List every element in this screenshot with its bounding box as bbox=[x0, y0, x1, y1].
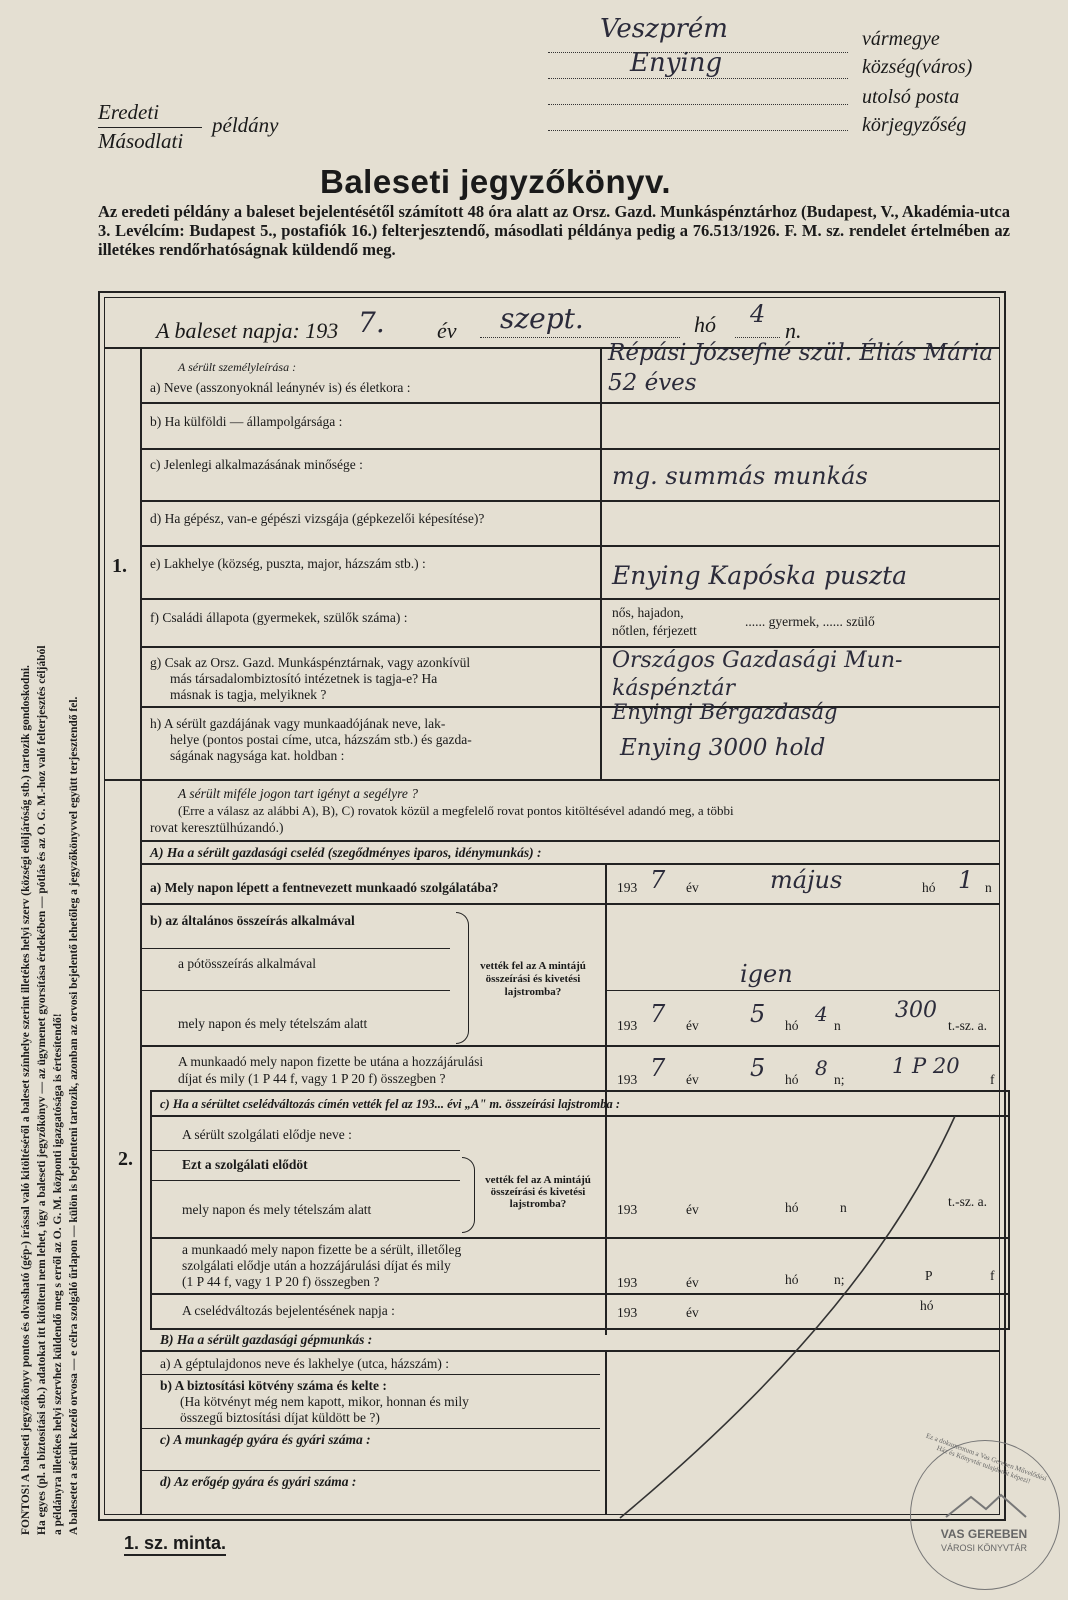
side-note-1: FONTOS! A baleseti jegyzőkönyv pontos és olvasható (gép-) írással való kitöltéséről a baleset színhelye szerint illetékes helyi szerv (községi elöljáróság stb.) tartozik gondoskodni. bbox=[20, 665, 32, 1535]
section-c-tsz: t.-sz. a. bbox=[948, 1194, 987, 1209]
section-b-c: c) A munkagép gyára és gyári száma : bbox=[160, 1432, 371, 1447]
section-a-pay-ev: év bbox=[686, 1072, 699, 1087]
row-e-label: e) Lakhelye (község, puszta, major, házszám stb.) : bbox=[150, 556, 426, 571]
row-a-value: Répási Józsefné szül. Éliás Mária 52 éves bbox=[608, 340, 994, 396]
section-c-pay2: szolgálati elődje után a hozzájárulási díjat és mily bbox=[182, 1258, 451, 1273]
section-a-a-ho: hó bbox=[922, 880, 936, 895]
library-stamp-name: VAS GEREBEN bbox=[940, 1527, 1028, 1541]
stamp-roof-icon bbox=[941, 1489, 1031, 1523]
section-c-pay3: (1 P 44 f, vagy 1 P 20 f) összegben ? bbox=[182, 1274, 380, 1289]
section-a-a-ev: év bbox=[686, 880, 699, 895]
row-g-label1: g) Csak az Orsz. Gazd. Munkáspénztárnak, vagy azonkívül bbox=[150, 655, 471, 670]
section-a-pay-year: 193 bbox=[617, 1072, 638, 1087]
section-c-pay-year: 193 bbox=[617, 1275, 638, 1290]
section-a-pay-day-value: 8 bbox=[815, 1056, 828, 1080]
town-label: község(város) bbox=[862, 56, 973, 78]
section-c-heading: c) Ha a sérültet cselédváltozás címén vették fel az 193... évi „A" m. összeírási lajstromba : bbox=[160, 1097, 621, 1111]
library-stamp-text: Ez a dokumentum a Vas Gereben Művelődési Ház és Könyvtár tulajdonát képezi! bbox=[924, 1431, 1048, 1486]
page-title: Baleseti jegyzőkönyv. bbox=[320, 163, 672, 200]
section-c-last-ho: hó bbox=[920, 1298, 934, 1313]
section-1-number: 1. bbox=[112, 555, 127, 577]
intro-text: Az eredeti példány a baleset bejelentésétől számított 48 óra alatt az Orsz. Gazd. Munkáspénztárhoz (Budapest, V., Akadémia-utca 3. Levélcím: Budapest 5., postafiók 16.) felterjesztendő, másodlati példánya pedig a 76.513/1926. F. M. sz. rendelet értelmében az illetékes rendőrhatóságnak küldendő meg. bbox=[98, 202, 1010, 259]
row-g-label2: más társadalombiztosító intézetnek is tagja-e? Ha bbox=[170, 671, 438, 686]
section-c-year: 193 bbox=[617, 1202, 638, 1217]
row-g-value2: káspénztár bbox=[612, 676, 736, 701]
row-g-label3: másnak is tagja, melyiknek ? bbox=[170, 687, 327, 702]
side-note-4: A balesetet a sérült kezelő orvosa — e célra szolgáló űrlapon — külön is bejelenteni tartozik, azonban az orvosi bejelentő lehetőleg a jegyzőkönyvvel együtt terjesztendő fel. bbox=[68, 696, 80, 1535]
section-2-question-2: (Erre a válasz az alábbi A), B), C) rovatok közül a megfelelő rovat pontos kitöltésével adandó meg, a többi bbox=[178, 803, 734, 818]
row-h-label1: h) A sérült gazdájának vagy munkaadójának neve, lak- bbox=[150, 716, 446, 731]
section-a-b-line3: mely napon és mely tételszám alatt bbox=[178, 1016, 368, 1031]
town-value: Enying bbox=[630, 48, 723, 78]
row-c-value: mg. summás munkás bbox=[612, 462, 868, 490]
section-a-b-n: n bbox=[834, 1018, 841, 1033]
section-a-pay-line2: díjat és mily (1 P 44 f, vagy 1 P 20 f) összegben ? bbox=[178, 1071, 446, 1086]
side-note-3: a példányra illetékes helyi szervhez küldendő meg s erről az O. G. M. központi igazgatósága is értesítendő! bbox=[52, 1013, 64, 1535]
row-a-label: a) Neve (asszonyoknál leánynév is) és életkora : bbox=[150, 380, 411, 395]
section-b-b3: összegű biztosítási díjat küldött be ?) bbox=[180, 1410, 380, 1425]
row-e-value: Enying Kapóska puszta bbox=[612, 561, 908, 590]
section-b-b2: (Ha kötvényt még nem kapott, mikor, honnan és mily bbox=[180, 1394, 469, 1409]
section-a-b-ev: év bbox=[686, 1018, 699, 1033]
section-b-d: d) Az erőgép gyára és gyári száma : bbox=[160, 1474, 357, 1489]
row-f-label: f) Családi állapota (gyermekek, szülők száma) : bbox=[150, 610, 408, 625]
post-label: utolsó posta bbox=[862, 86, 960, 108]
section-c-ho: hó bbox=[785, 1200, 799, 1215]
section-c-ev: év bbox=[686, 1202, 699, 1217]
section-a-heading: A) Ha a sérült gazdasági cseléd (szegődményes iparos, idénymunkás) : bbox=[150, 845, 542, 860]
section-a-b-day-value: 4 bbox=[815, 1002, 828, 1026]
section-2-number: 2. bbox=[118, 1148, 133, 1170]
family-status-line2: nőtlen, férjezett bbox=[612, 623, 697, 638]
section-a-b-ho: hó bbox=[785, 1018, 799, 1033]
accident-date-label: A baleset napja: 193 bbox=[156, 318, 339, 343]
section-a-pay-amount-value: 1 P 20 bbox=[892, 1054, 960, 1078]
section-c-last-year: 193 bbox=[617, 1305, 638, 1320]
library-stamp bbox=[910, 1431, 1060, 1590]
row-b-label: b) Ha külföldi — állampolgársága : bbox=[150, 414, 343, 429]
section-a-pay-year-value: 7 bbox=[650, 1054, 666, 1082]
accident-ev-label: év bbox=[437, 318, 457, 343]
section-c-pay-ev: év bbox=[686, 1275, 699, 1290]
row-c-label: c) Jelenlegi alkalmazásának minősége : bbox=[150, 457, 363, 472]
accident-day-value: 4 bbox=[750, 300, 766, 328]
section-a-b-line1: b) az általános összeírás alkalmával bbox=[150, 913, 355, 928]
row-h-label3: ságának nagysága kat. holdban : bbox=[170, 748, 345, 763]
section-c-pay-ho: hó bbox=[785, 1272, 799, 1287]
section-a-b-month-value: 5 bbox=[750, 1000, 766, 1028]
section-b-heading: B) Ha a sérült gazdasági gépmunkás : bbox=[160, 1332, 373, 1347]
row-h-value1: Enyingi Bérgazdaság bbox=[612, 700, 838, 724]
section-2-question-3: rovat keresztülhúzandó.) bbox=[150, 820, 284, 835]
copy-original: Eredeti bbox=[98, 100, 160, 124]
section-a-a-n: n bbox=[985, 880, 992, 895]
section-a-b-number-value: 300 bbox=[895, 998, 937, 1023]
section-1-heading: A sérült személyleírása : bbox=[178, 360, 297, 374]
accident-ho-label: hó bbox=[694, 312, 716, 337]
section-c-pay-p: P bbox=[925, 1268, 933, 1283]
section-c-pay-n: n; bbox=[834, 1272, 845, 1287]
section-a-pay-line1: A munkaadó mely napon fizette be utána a hozzájárulási bbox=[178, 1054, 484, 1069]
row-g-value1: Országos Gazdasági Mun- bbox=[612, 648, 903, 673]
section-b-b1: b) A biztosítási kötvény száma és kelte : bbox=[160, 1378, 387, 1393]
section-c-pay-f: f bbox=[990, 1268, 995, 1283]
copy-suffix: példány bbox=[212, 113, 279, 137]
row-d-label: d) Ha gépész, van-e gépészi vizsgája (gépkezelői képesítése)? bbox=[150, 511, 485, 526]
section-a-pay-ho: hó bbox=[785, 1072, 799, 1087]
section-a-b-line2: a pótösszeírás alkalmával bbox=[178, 956, 316, 971]
section-a-b-brace: vették fel az A mintájú összeírási és kivetési lajstromba? bbox=[480, 960, 586, 998]
section-b-a: a) A géptulajdonos neve és lakhelye (utca, házszám) : bbox=[160, 1356, 450, 1371]
section-a-b-year-value: 7 bbox=[650, 1000, 666, 1028]
section-a-pay-month-value: 5 bbox=[750, 1054, 766, 1082]
county-value: Veszprém bbox=[600, 14, 728, 44]
section-a-a-label: a) Mely napon lépett a fentnevezett munkaadó szolgálatába? bbox=[150, 880, 499, 895]
accident-n-label: n. bbox=[785, 318, 802, 343]
section-c-last-ev: év bbox=[686, 1305, 699, 1320]
county-label: vármegye bbox=[862, 28, 940, 50]
accident-year-value: 7. bbox=[358, 306, 385, 339]
section-a-pay-n: n; bbox=[834, 1072, 845, 1087]
section-c-line1: A sérült szolgálati elődje neve : bbox=[182, 1127, 352, 1142]
section-a-a-day-value: 1 bbox=[958, 866, 974, 894]
accident-month-value: szept. bbox=[500, 302, 584, 335]
library-stamp-sub: VÁROSI KÖNYVTÁR bbox=[940, 1543, 1028, 1553]
form-model-number: 1. sz. minta. bbox=[124, 1533, 226, 1556]
row-h-label2: helye (pontos postai címe, utca, házszám stb.) és gazda- bbox=[170, 732, 472, 747]
section-a-b-answer: igen bbox=[740, 960, 793, 988]
row-h-value2: Enying 3000 hold bbox=[620, 735, 826, 761]
section-a-a-month-value: május bbox=[770, 866, 843, 894]
notary-label: körjegyzőség bbox=[862, 114, 967, 136]
section-a-b-tsz: t.-sz. a. bbox=[948, 1018, 987, 1033]
side-note-2: Ha egyes (pl. a biztosítási stb.) adatokat itt kitölteni nem lehet, úgy a baleseti jegyzőkönyv — az ügymenet gyorsítása érdekében — pótlás és az O. G. M.-hoz való felterjesztés céljából bbox=[36, 645, 48, 1535]
family-children: ...... gyermek, ...... szülő bbox=[745, 614, 875, 629]
section-2-question-1: A sérült miféle jogon tart igényt a segélyre ? bbox=[178, 786, 418, 801]
section-c-line3: mely napon és mely tételszám alatt bbox=[182, 1202, 372, 1217]
section-c-last: A cselédváltozás bejelentésének napja : bbox=[182, 1303, 395, 1318]
section-c-line2: Ezt a szolgálati elődöt bbox=[182, 1157, 308, 1172]
section-a-b-year: 193 bbox=[617, 1018, 638, 1033]
section-a-pay-f: f bbox=[990, 1072, 995, 1087]
copy-duplicate: Másodlati bbox=[98, 129, 184, 153]
side-notes bbox=[16, 95, 86, 1535]
section-c-n: n bbox=[840, 1200, 847, 1215]
section-c-pay1: a munkaadó mely napon fizette be a sérült, illetőleg bbox=[182, 1242, 462, 1257]
family-status-line1: nős, hajadon, bbox=[612, 605, 684, 620]
section-c-brace: vették fel az A mintájú összeírási és kivetési lajstromba? bbox=[485, 1174, 591, 1210]
section-a-a-year: 193 bbox=[617, 880, 638, 895]
section-a-a-year-value: 7 bbox=[650, 866, 666, 894]
